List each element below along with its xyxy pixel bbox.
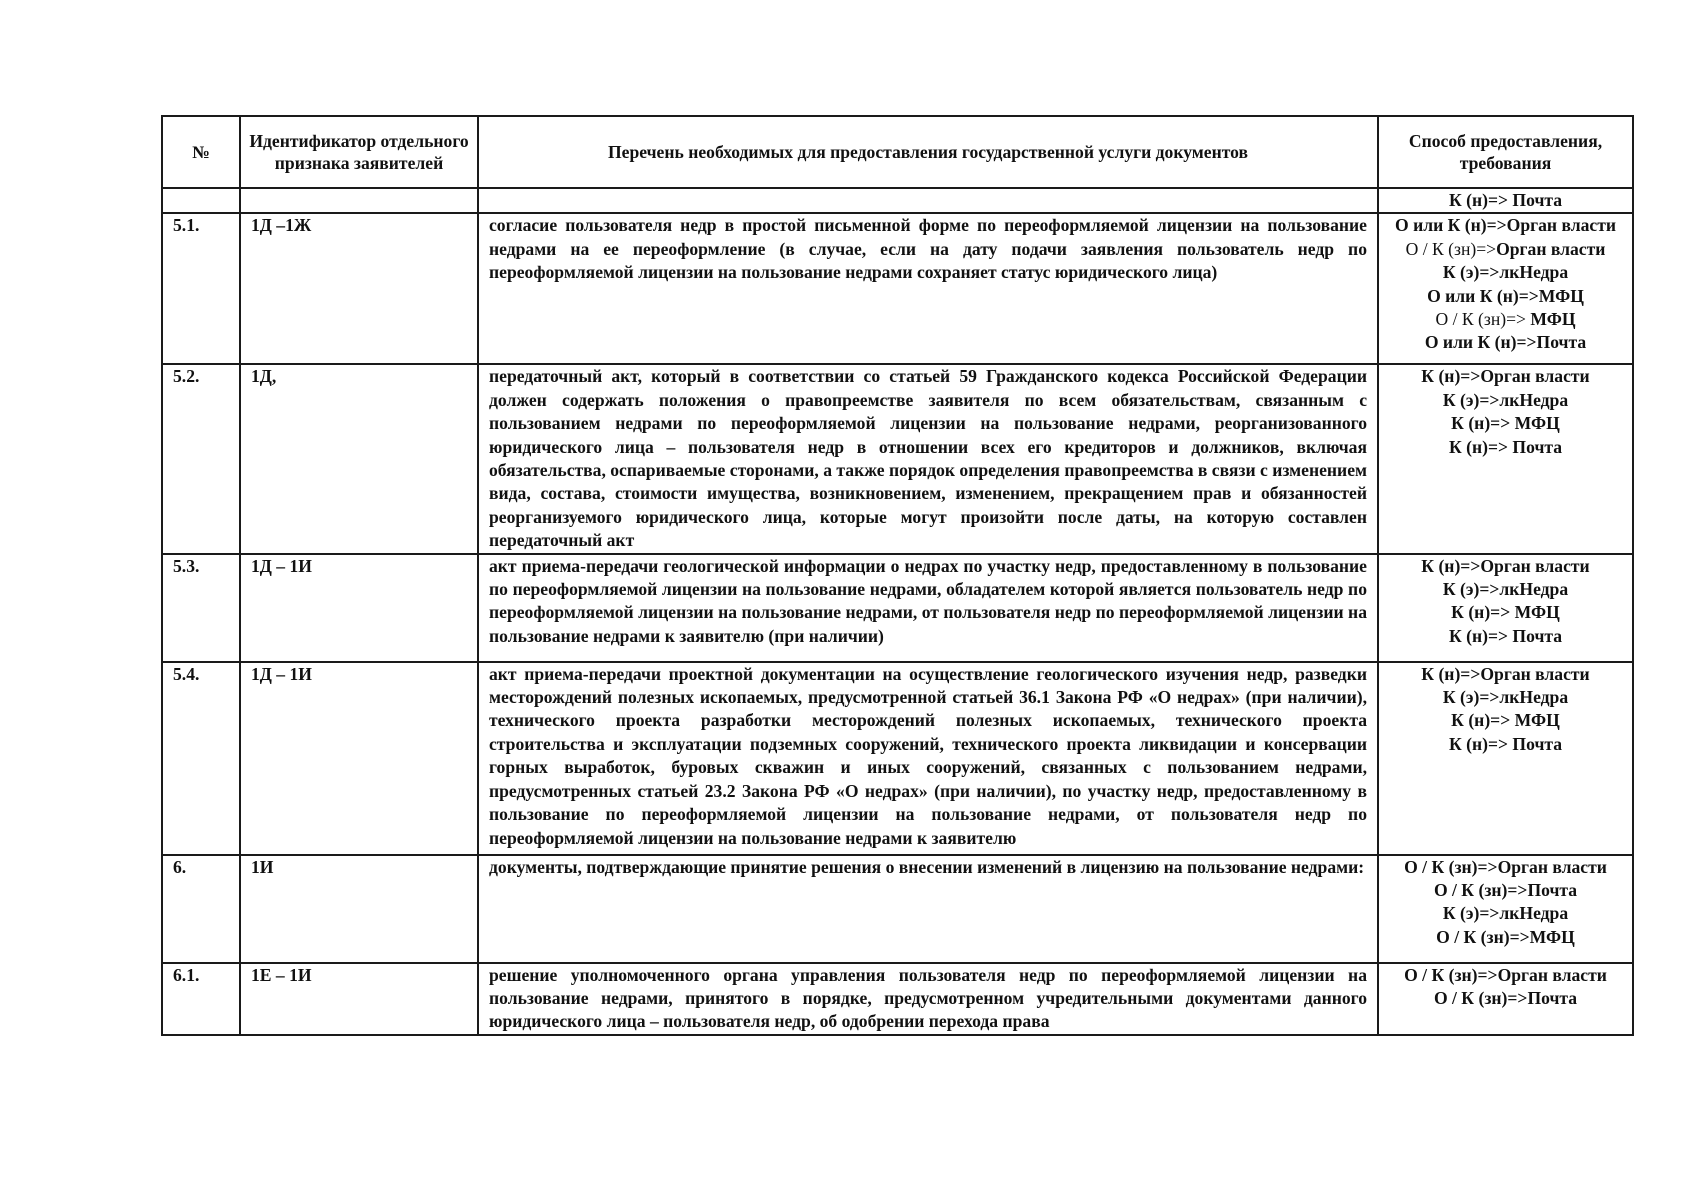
row-document-text: акт приема-передачи геологической информации о недрах по участку недр, предоставленному в пользование по переоформляемой лицензии на пользование недрами, обладателем которой является пользователь недр по переоформляемой лицензии на пользование недрами, от пользователя недр по переоформляемой лицензии на пользование недрами к заявителю (при наличии) xyxy=(478,554,1378,662)
row-number: 6. xyxy=(162,855,240,963)
method-line-text: О или К (н)=>Почта xyxy=(1424,332,1587,353)
table-row xyxy=(162,662,1633,855)
method-line-text: К (э)=>лкНедра xyxy=(1442,389,1569,410)
row-document-text: передаточный акт, который в соответствии со статьей 59 Гражданского кодекса Российской Федерации должен содержать положения о правопреемстве заявителя по всем обязательствам, связанным с пользованием недрами по переоформляемой лицензии на пользование недрами, реорганизованного юридического лица – пользователя недр в отношении всех его кредиторов и должников, включая обязательства, оспариваемые сторонами, а также порядок определения правопреемства в связи с изменением вида, состава, стоимости имущества, возникновением, изменением, прекращением прав и обязанностей реорганизуемого юридического лица, которые могут произойти после даты, на которую составлен передаточный акт xyxy=(478,364,1378,553)
method-line xyxy=(1389,709,1622,732)
method-line-text: К (н)=> МФЦ xyxy=(1451,710,1560,731)
method-line-text: К (н)=> Почта xyxy=(1448,733,1563,754)
method-line-text: К (н)=>Орган власти xyxy=(1421,663,1590,684)
table-body xyxy=(162,188,1633,1035)
row-identifier: 1Д – 1И xyxy=(240,662,478,855)
method-line-text: О / К (зн)=>МФЦ xyxy=(1436,926,1575,947)
row-number: 5.4. xyxy=(162,662,240,855)
method-line xyxy=(1389,261,1622,284)
header-identifier: Идентификатор отдельного признака заявителей xyxy=(240,116,478,188)
method-line xyxy=(1389,879,1622,902)
method-line xyxy=(1389,555,1622,578)
row-document-text: акт приема-передачи проектной документации на осуществление геологического изучения недр, разведки месторождений полезных ископаемых, предусмотренной статьей 36.1 Закона РФ «О недрах» (при наличии), технического проекта разработки месторождений полезных ископаемых, технического проекта строительства и эксплуатации подземных сооружений, технического проекта ликвидации и консервации горных выработок, буровых скважин и иных сооружений, связанных с пользованием недрами, предусмотренных статьей 23.2 Закона РФ «О недрах» (при наличии), по участку недр, предоставленному в пользование по переоформляемой лицензии на пользование недрами, от пользователя недр по переоформляемой лицензии на пользование недрами к заявителю xyxy=(478,662,1378,855)
header-documents: Перечень необходимых для предоставления государственной услуги документов xyxy=(478,116,1378,188)
method-line xyxy=(1389,214,1622,237)
method-line-text: О или К (н)=>Орган власти xyxy=(1394,215,1616,236)
method-line-text: К (э)=>лкНедра xyxy=(1442,903,1569,924)
method-line xyxy=(1389,987,1622,1010)
method-line xyxy=(1389,902,1622,925)
row-method xyxy=(1378,213,1633,364)
method-line xyxy=(1389,412,1622,435)
header-method: Способ предоставления, требования xyxy=(1378,116,1633,188)
row-number: 5.3. xyxy=(162,554,240,662)
method-line xyxy=(1389,601,1622,624)
row-method xyxy=(1378,662,1633,855)
method-line xyxy=(1389,625,1622,648)
row-method xyxy=(1378,364,1633,553)
table-row xyxy=(162,855,1633,963)
method-line-text: О / К (зн)=>Орган власти xyxy=(1404,964,1607,985)
method-line xyxy=(1389,189,1622,212)
method-line-text: К (э)=>лкНедра xyxy=(1442,687,1569,708)
row-document-text xyxy=(478,188,1378,213)
method-line-text: К (н)=> МФЦ xyxy=(1451,413,1560,434)
method-line xyxy=(1389,733,1622,756)
method-line-text: К (н)=>Орган власти xyxy=(1421,366,1590,387)
method-line-text: О / К (зн)=> xyxy=(1405,238,1497,259)
row-method xyxy=(1378,963,1633,1035)
row-identifier: 1Е – 1И xyxy=(240,963,478,1035)
row-number xyxy=(162,188,240,213)
method-line-text: К (н)=>Орган власти xyxy=(1421,555,1590,576)
method-line xyxy=(1389,686,1622,709)
method-line xyxy=(1389,331,1622,354)
method-line xyxy=(1389,365,1622,388)
method-line xyxy=(1389,578,1622,601)
row-document-text: решение уполномоченного органа управления пользователя недр по переоформляемой лицензии на пользование недрами, принятого в порядке, предусмотренном учредительными документами данного юридического лица – пользователя недр, об одобрении перехода права xyxy=(478,963,1378,1035)
table-row xyxy=(162,188,1633,213)
method-line-text: К (н)=> Почта xyxy=(1448,190,1563,210)
method-line xyxy=(1389,856,1622,879)
method-line-text: К (н)=> Почта xyxy=(1448,625,1563,646)
method-line-text: О / К (зн)=>Орган власти xyxy=(1404,856,1607,877)
row-identifier: 1И xyxy=(240,855,478,963)
method-line-text: О или К (н)=>МФЦ xyxy=(1427,285,1584,306)
row-document-text: согласие пользователя недр в простой письменной форме по переоформляемой лицензии на пользование недрами на ее переоформление (в случае, если на дату подачи заявления пользователь недр по переоформляемой лицензии на пользование недрами сохраняет статус юридического лица) xyxy=(478,213,1378,364)
method-line xyxy=(1389,389,1622,412)
row-number: 6.1. xyxy=(162,963,240,1035)
row-document-text: документы, подтверждающие принятие решения о внесении изменений в лицензию на пользование недрами: xyxy=(478,855,1378,963)
table-row xyxy=(162,963,1633,1035)
header-row xyxy=(162,116,1633,188)
method-line xyxy=(1389,926,1622,949)
method-line-text: К (н)=> МФЦ xyxy=(1451,602,1560,623)
method-line-text: О / К (зн)=> xyxy=(1435,309,1526,330)
table-header xyxy=(162,116,1633,188)
header-num: № xyxy=(162,116,240,188)
method-line-text: О / К (зн)=>Почта xyxy=(1433,880,1578,901)
method-line-text: К (э)=>лкНедра xyxy=(1442,579,1569,600)
row-number: 5.2. xyxy=(162,364,240,553)
table-row xyxy=(162,213,1633,364)
method-line-highlight: МФЦ xyxy=(1525,309,1576,330)
method-line xyxy=(1389,436,1622,459)
method-line xyxy=(1389,238,1622,261)
row-identifier: 1Д, xyxy=(240,364,478,553)
row-identifier: 1Д – 1И xyxy=(240,554,478,662)
row-method xyxy=(1378,855,1633,963)
table-row xyxy=(162,364,1633,553)
documents-table xyxy=(161,115,1634,1036)
method-line xyxy=(1389,308,1622,331)
method-line-text: К (э)=>лкНедра xyxy=(1442,262,1569,283)
row-identifier xyxy=(240,188,478,213)
row-method xyxy=(1378,554,1633,662)
method-line xyxy=(1389,663,1622,686)
row-method xyxy=(1378,188,1633,213)
row-number: 5.1. xyxy=(162,213,240,364)
method-line-text: К (н)=> Почта xyxy=(1448,436,1563,457)
method-line-text: О / К (зн)=>Почта xyxy=(1433,988,1578,1009)
method-line-highlight: Орган власти xyxy=(1496,238,1606,259)
table-row xyxy=(162,554,1633,662)
method-line xyxy=(1389,285,1622,308)
method-line xyxy=(1389,964,1622,987)
row-identifier: 1Д –1Ж xyxy=(240,213,478,364)
